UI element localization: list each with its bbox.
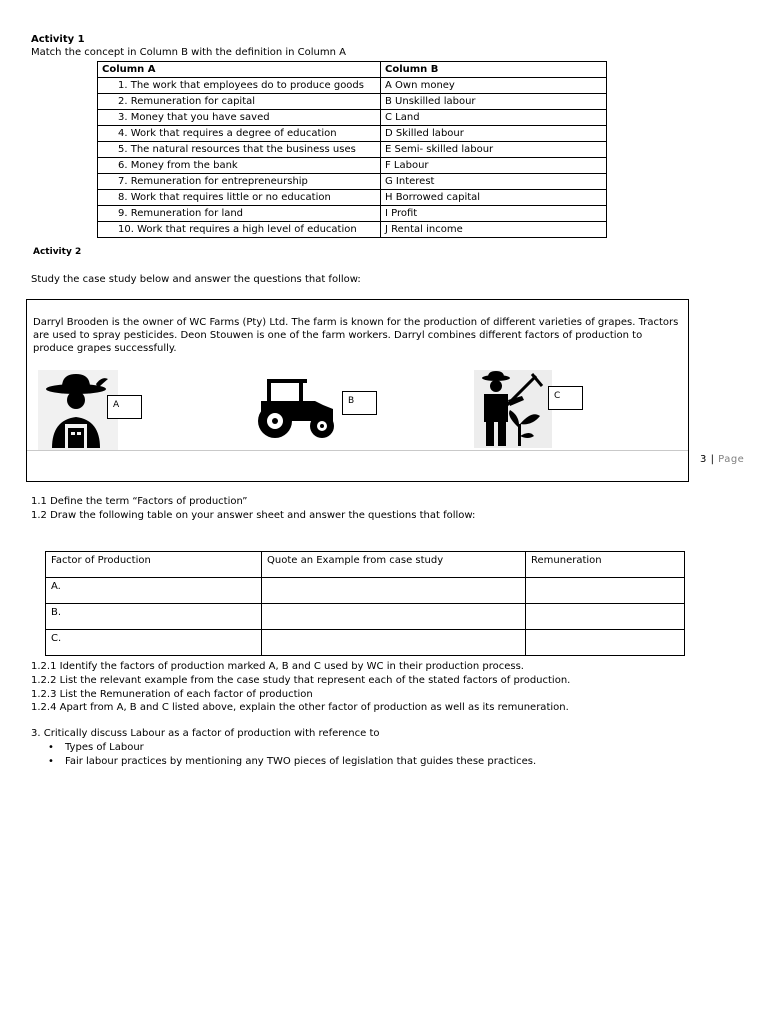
label-box-b bbox=[342, 391, 377, 415]
farmer-icon bbox=[38, 370, 118, 450]
matching-table-header bbox=[98, 62, 607, 78]
table-row bbox=[98, 126, 607, 142]
column-b-cell: E Semi- skilled labour bbox=[381, 142, 607, 158]
question-1-2-2: 1.2.2 List the relevant example from the case study that represent each of the stated factors of production. bbox=[31, 675, 571, 686]
table-row bbox=[98, 206, 607, 222]
table-row bbox=[46, 630, 685, 656]
column-b-cell: J Rental income bbox=[381, 222, 607, 238]
question-1-2-1: 1.2.1 Identify the factors of production marked A, B and C used by WC in their production process. bbox=[31, 661, 524, 672]
page-number-separator: | bbox=[710, 454, 715, 465]
column-b-cell: A Own money bbox=[381, 78, 607, 94]
activity1-instruction: Match the concept in Column B with the definition in Column A bbox=[31, 47, 346, 58]
case-study-text: Darryl Brooden is the owner of WC Farms (Pty) Ltd. The farm is known for the production of different varieties of grapes. Tractors are used to spray pesticides. Deon Stouwen is one of the farm workers. Darryl combines different factors of production to produce grapes successfully. bbox=[33, 317, 679, 354]
label-box-c bbox=[548, 386, 583, 410]
tractor-icon bbox=[253, 375, 341, 439]
blank-cell bbox=[262, 604, 526, 630]
page-word: Page bbox=[718, 454, 745, 465]
row-label: A. bbox=[46, 578, 262, 604]
column-a-cell: 5. The natural resources that the business uses bbox=[98, 142, 381, 158]
column-b-cell: G Interest bbox=[381, 174, 607, 190]
table-row bbox=[98, 158, 607, 174]
table-row bbox=[98, 110, 607, 126]
page-break-line bbox=[27, 450, 688, 451]
table-row bbox=[98, 78, 607, 94]
table-row bbox=[98, 190, 607, 206]
blank-cell bbox=[526, 578, 685, 604]
activity1-heading: Activity 1 bbox=[31, 34, 85, 45]
blank-cell bbox=[262, 630, 526, 656]
row-label: C. bbox=[46, 630, 262, 656]
column-b-cell: H Borrowed capital bbox=[381, 190, 607, 206]
column-b-cell: C Land bbox=[381, 110, 607, 126]
column-a-cell: 2. Remuneration for capital bbox=[98, 94, 381, 110]
column-a-cell: 8. Work that requires little or no education bbox=[98, 190, 381, 206]
header-example: Quote an Example from case study bbox=[262, 552, 526, 578]
header-remuneration: Remuneration bbox=[526, 552, 685, 578]
question-1-2-4: 1.2.4 Apart from A, B and C listed above, explain the other factor of production as well as its remuneration. bbox=[31, 702, 569, 713]
question-3-bullets bbox=[48, 741, 536, 769]
table-row bbox=[98, 94, 607, 110]
label-b: B bbox=[348, 396, 355, 406]
label-c: C bbox=[554, 391, 561, 401]
page-number-value: 3 bbox=[700, 454, 707, 465]
question-1-2-3: 1.2.3 List the Remuneration of each factor of production bbox=[31, 689, 313, 700]
question-1-1: 1.1 Define the term “Factors of production” bbox=[31, 496, 248, 507]
list-item: • Fair labour practices by mentioning any TWO pieces of legislation that guides these practices. bbox=[48, 755, 536, 769]
table-row bbox=[98, 174, 607, 190]
label-a: A bbox=[113, 400, 120, 410]
blank-cell bbox=[526, 604, 685, 630]
label-box-a bbox=[107, 395, 142, 419]
activity2-instruction: Study the case study below and answer the questions that follow: bbox=[31, 274, 361, 285]
column-b-cell: I Profit bbox=[381, 206, 607, 222]
list-item: • Types of Labour bbox=[48, 741, 536, 755]
column-a-cell: 6. Money from the bank bbox=[98, 158, 381, 174]
column-a-cell: 1. The work that employees do to produce goods bbox=[98, 78, 381, 94]
activity2-heading: Activity 2 bbox=[33, 247, 82, 257]
table-row bbox=[98, 222, 607, 238]
row-label: B. bbox=[46, 604, 262, 630]
case-study-box bbox=[26, 299, 689, 482]
question-1-2: 1.2 Draw the following table on your answer sheet and answer the questions that follow: bbox=[31, 510, 476, 521]
column-b-cell: B Unskilled labour bbox=[381, 94, 607, 110]
matching-table bbox=[97, 61, 607, 238]
table-row bbox=[46, 578, 685, 604]
column-b-cell: D Skilled labour bbox=[381, 126, 607, 142]
column-a-cell: 7. Remuneration for entrepreneurship bbox=[98, 174, 381, 190]
column-b-header: Column B bbox=[381, 62, 607, 78]
table-row bbox=[46, 604, 685, 630]
column-a-cell: 10. Work that requires a high level of education bbox=[98, 222, 381, 238]
column-a-cell: 3. Money that you have saved bbox=[98, 110, 381, 126]
page-number bbox=[700, 454, 744, 465]
factors-table bbox=[45, 551, 685, 656]
farm-worker-icon bbox=[474, 370, 552, 448]
blank-cell bbox=[526, 630, 685, 656]
column-a-cell: 4. Work that requires a degree of education bbox=[98, 126, 381, 142]
factors-table-header bbox=[46, 552, 685, 578]
blank-cell bbox=[262, 578, 526, 604]
question-3: 3. Critically discuss Labour as a factor of production with reference to bbox=[31, 728, 380, 739]
column-a-cell: 9. Remuneration for land bbox=[98, 206, 381, 222]
header-factor: Factor of Production bbox=[46, 552, 262, 578]
column-b-cell: F Labour bbox=[381, 158, 607, 174]
column-a-header: Column A bbox=[98, 62, 381, 78]
table-row bbox=[98, 142, 607, 158]
